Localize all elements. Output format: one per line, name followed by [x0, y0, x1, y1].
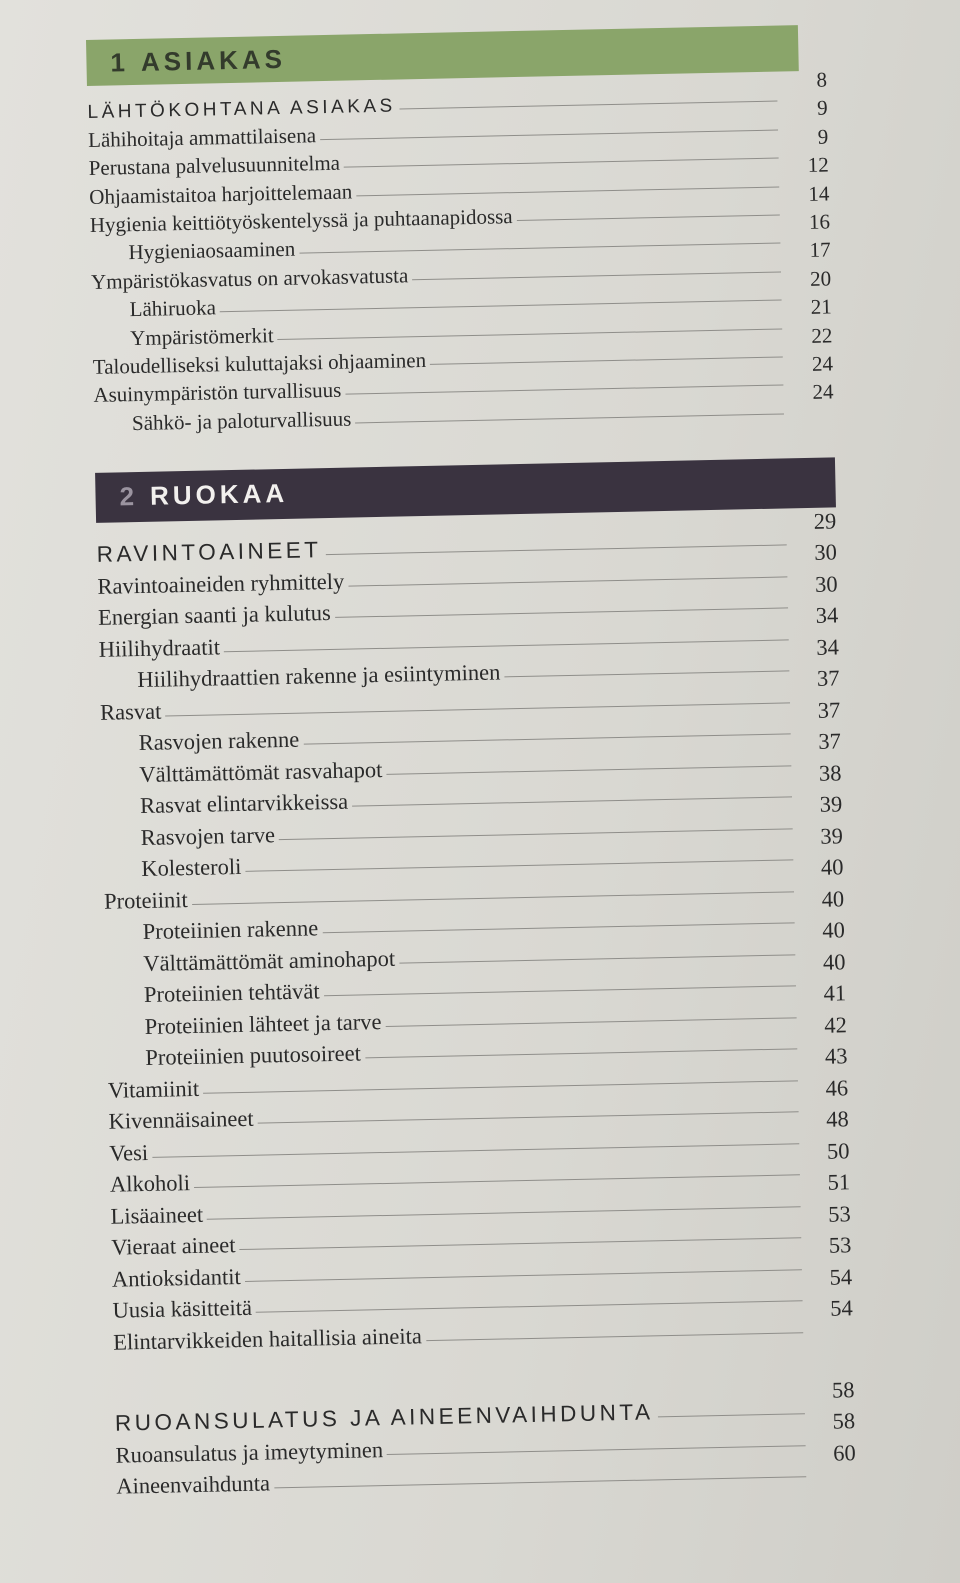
toc-entry-label: RAVINTOAINEET: [96, 537, 322, 568]
toc-entry-page: 16: [808, 209, 831, 234]
toc-entry-page: 54: [829, 1295, 853, 1321]
toc-entry-label: Ravintoaineiden ryhmittely: [97, 568, 345, 599]
toc-entry-label: Ruoansulatus ja imeytyminen: [115, 1436, 384, 1468]
dot-leader: [517, 214, 780, 221]
toc-entry-page: 34: [815, 602, 839, 629]
toc-entry-page: 51: [827, 1169, 851, 1195]
toc-entry-label: Proteiinien puutosoireet: [145, 1040, 362, 1071]
toc-entry-label: Vieraat aineet: [111, 1232, 236, 1260]
dot-leader: [385, 1017, 796, 1027]
toc-entry-page: 8: [816, 67, 828, 92]
toc-entry-page: 30: [814, 571, 838, 597]
chapter-1-title: ASIAKAS: [140, 43, 287, 77]
toc-entry-page: 9: [816, 95, 828, 121]
toc-entry-page: 14: [808, 181, 830, 206]
toc-entry-label: Rasvat: [99, 698, 162, 725]
dot-leader: [412, 271, 781, 280]
dot-leader: [320, 129, 778, 140]
toc-entry-label: Rasvojen tarve: [140, 821, 276, 850]
toc-entry-page: 21: [810, 294, 832, 320]
toc-entry-label: Lisäaineet: [110, 1201, 204, 1229]
toc-entry-page: 24: [812, 379, 834, 405]
toc-entry-label: Sähkö- ja paloturvallisuus: [131, 406, 352, 435]
toc-entry-label: Rasvat elintarvikkeissa: [139, 788, 349, 819]
toc-entry-page: 40: [821, 886, 845, 912]
toc-entry-page: 40: [822, 948, 846, 975]
toc-entry-page: 34: [816, 634, 840, 660]
dot-leader: [400, 101, 778, 110]
toc-entry-label: Proteiinit: [103, 886, 189, 914]
toc-entry-label: Alkoholi: [109, 1170, 191, 1197]
dot-leader: [658, 1413, 805, 1417]
toc-entry-page: 54: [829, 1263, 853, 1290]
chapter-1-number: 1: [110, 46, 130, 77]
toc-entry-page: 37: [816, 665, 840, 692]
toc-entry-page: 39: [819, 791, 843, 817]
chapter-1-header: [86, 25, 799, 86]
toc-entry-label: Vesi: [109, 1139, 149, 1166]
dot-leader: [355, 413, 784, 423]
toc-entry-label: Aineenvaihdunta: [116, 1470, 271, 1499]
dot-leader: [386, 765, 791, 774]
toc-entry-label: Kivennäisaineet: [108, 1105, 254, 1134]
toc-entry-label: Rasvojen rakenne: [138, 726, 300, 756]
toc-entry-page: 53: [827, 1200, 852, 1227]
dot-leader: [299, 243, 780, 254]
chapter-2-entries: [96, 508, 857, 1500]
toc-entry-label: Vitamiinit: [107, 1075, 200, 1103]
toc-entry-page: 12: [807, 152, 830, 178]
toc-entry-label: Elintarvikkeiden haitallisia aineita: [113, 1322, 423, 1355]
toc-entry-label: Hygienia keittiötyöskentelyssä ja puhtaanapidossa: [89, 204, 513, 237]
dot-leader: [344, 158, 779, 168]
dot-leader: [303, 734, 790, 745]
toc-entry-page: 20: [809, 266, 832, 291]
dot-leader: [426, 1332, 803, 1341]
toc-entry-page: 58: [831, 1376, 855, 1403]
dot-leader: [399, 954, 795, 963]
chapter-2-number: 2: [119, 481, 139, 512]
dot-leader: [324, 986, 796, 997]
toc-entry-page: 58: [832, 1408, 856, 1434]
toc-entry-label: Antioksidantit: [111, 1263, 241, 1292]
toc-entry-label: Ympäristömerkit: [129, 322, 274, 350]
dot-leader: [365, 1049, 797, 1059]
toc-entry-page: 30: [814, 539, 838, 566]
toc-entry-page: 39: [820, 823, 844, 849]
dot-leader: [430, 356, 783, 364]
toc-entry-page: 41: [823, 980, 847, 1006]
toc-entry-page: 29: [813, 508, 837, 534]
toc-entry-label: Hiilihydraatit: [98, 634, 221, 662]
toc-entry-label: Hiilihydraattien rakenne ja esiintyminen: [137, 659, 501, 693]
toc-entry-label: Kolesteroli: [141, 854, 242, 882]
toc-entry-page: 38: [818, 760, 842, 786]
dot-leader: [322, 923, 794, 934]
chapter-1-entries: [87, 67, 834, 436]
toc-entry-label: Asuinympäristön turvallisuus: [93, 378, 342, 408]
dot-leader: [274, 1476, 806, 1488]
chapter-2-title: RUOKAA: [149, 478, 289, 511]
toc-entry-page: 60: [832, 1439, 857, 1466]
toc-entry-label: Proteiinien tehtävät: [143, 978, 320, 1008]
toc-entry-label: Uusia käsitteitä: [112, 1294, 253, 1323]
toc-entry-label: Välttämättömät aminohapot: [143, 945, 396, 976]
dot-leader: [348, 576, 787, 586]
toc-entry-page: 43: [824, 1043, 848, 1069]
toc-entry-page: 37: [817, 697, 841, 723]
toc-entry-label: LÄHTÖKOHTANA ASIAKAS: [87, 95, 396, 124]
toc-entry-label: Lähihoitaja ammattilaisena: [87, 122, 317, 152]
dot-leader: [504, 671, 789, 678]
toc-entry-label: Proteiinien lähteet ja tarve: [144, 1008, 382, 1039]
toc-entry-page: 46: [825, 1074, 849, 1101]
toc-entry-page: 40: [820, 854, 844, 880]
toc-entry-page: 24: [811, 351, 834, 376]
toc-entry-page: 17: [809, 237, 831, 263]
toc-entry-page: 37: [818, 728, 842, 755]
toc-entry-page: 40: [822, 917, 846, 943]
toc-entry-page: 9: [817, 124, 829, 149]
toc-entry-page: 53: [828, 1232, 852, 1258]
toc-entry-label: Energian saanti ja kulutus: [97, 600, 331, 631]
table-of-contents: [86, 25, 856, 1500]
toc-entry-label: Lähiruoka: [129, 295, 217, 322]
toc-entry-label: Perustana palvelusuunnitelma: [88, 150, 341, 181]
dot-leader: [345, 385, 783, 395]
dot-leader: [326, 545, 787, 556]
dot-leader: [356, 186, 779, 196]
toc-entry-label: Hygieniaosaaminen: [128, 237, 296, 265]
toc-entry-page: 22: [811, 322, 833, 348]
dot-leader: [335, 608, 788, 618]
toc-entry-page: 48: [826, 1106, 850, 1132]
toc-entry-label: Ohjaamistaitoa harjoittelemaan: [89, 179, 353, 209]
dot-leader: [387, 1445, 805, 1455]
toc-entry-label: Taloudelliseksi kuluttajaksi ohjaaminen: [92, 347, 427, 379]
dot-leader: [352, 797, 792, 807]
toc-entry-label: RUOANSULATUS JA AINEENVAIHDUNTA: [114, 1399, 654, 1436]
toc-entry-label: Välttämättömät rasvahapot: [139, 756, 383, 787]
toc-entry-label: Proteiinien rakenne: [142, 915, 319, 945]
toc-entry-page: 42: [824, 1011, 848, 1038]
toc-entry-label: Ympäristökasvatus on arvokasvatusta: [90, 263, 409, 294]
toc-entry-page: 50: [826, 1137, 850, 1164]
